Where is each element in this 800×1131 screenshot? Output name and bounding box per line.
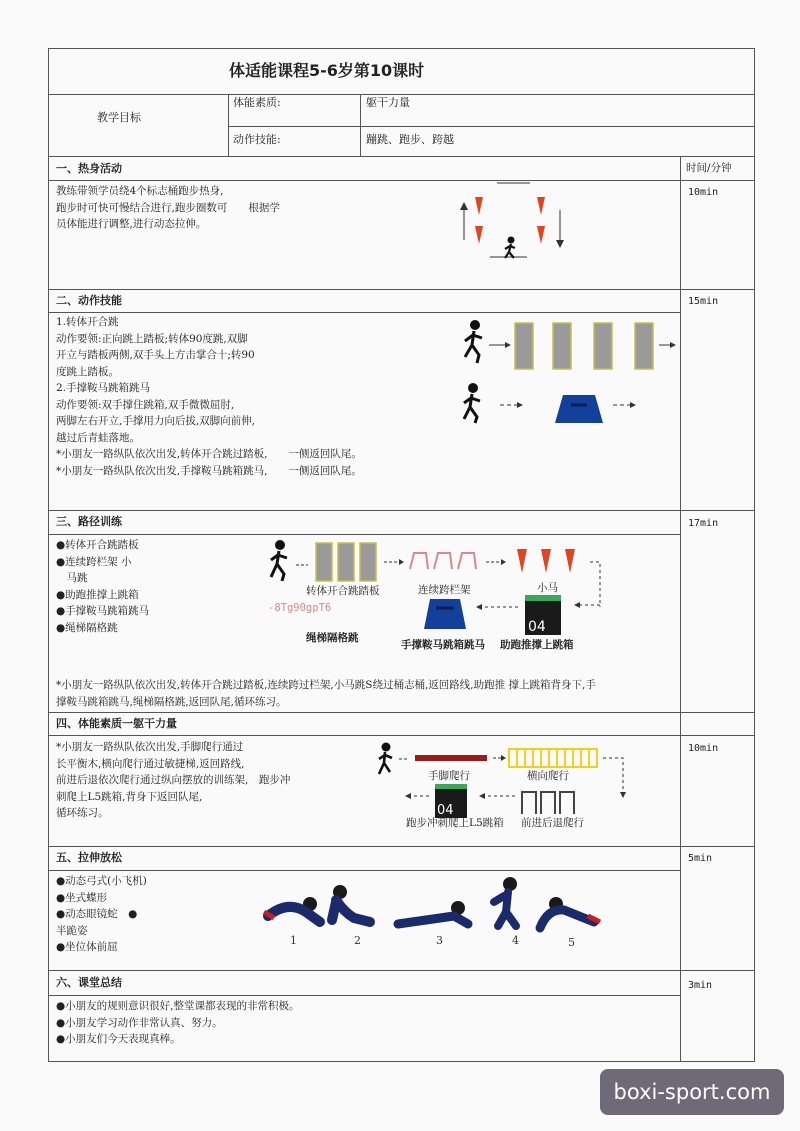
section-heading-stretch: 五、拉伸放松 (56, 851, 122, 864)
table-right-border (754, 48, 755, 1062)
list-item: ●动态弓式(小飞机) (56, 875, 147, 887)
table-rule (48, 312, 680, 313)
table-top-border (48, 48, 755, 49)
text-line: *小朋友一路纵队依次出发,转体开合跳过踏板, 一侧返回队尾。 (56, 448, 362, 460)
list-item: ●坐位体前屈 (56, 941, 118, 953)
cone-icon (475, 226, 483, 244)
jump-board-icon (553, 323, 571, 369)
table-rule (48, 970, 755, 971)
list-item: 半跪姿 (56, 924, 88, 937)
arrow-right-icon (501, 755, 506, 761)
arrow-right-icon (517, 402, 523, 408)
stretch-pose-icon (264, 897, 320, 922)
table-rule (228, 94, 229, 156)
arrow-right-icon (670, 342, 676, 348)
jump-board-icon (316, 543, 332, 581)
table-rule (48, 156, 755, 157)
path-line (603, 758, 623, 792)
vault-box-icon (424, 599, 466, 629)
section-heading-route: 三、路径训练 (56, 515, 122, 528)
route-list (56, 537, 149, 636)
section-heading-summary: 六、课堂总结 (56, 976, 122, 989)
jump-board-icon (594, 323, 612, 369)
runner-icon (465, 320, 482, 363)
arrow-left-icon (479, 793, 485, 799)
text-line: 越过后青蛙落地。 (56, 431, 140, 444)
section-time: 5min (688, 853, 713, 864)
section-time: 10min (688, 743, 719, 754)
runner-icon (464, 383, 480, 423)
list-item: ●助跑推撑上跳箱 (56, 588, 139, 601)
caption-vault: 手撑鞍马跳箱跳马 (401, 639, 485, 651)
cone-icon (537, 197, 545, 215)
jump-board-icon (635, 323, 653, 369)
list-item: ●坐式蝶形 (56, 891, 108, 904)
list-item: ●小朋友学习动作非常认真、努力。 (56, 1016, 223, 1029)
table-rule (48, 712, 755, 713)
caption-code: -8Tg90gpT6 (268, 602, 332, 614)
cone-icon (541, 549, 551, 573)
stretch-pose-icon (494, 877, 517, 926)
section-heading-skills: 二、动作技能 (56, 294, 122, 307)
jump-board-icon (338, 543, 354, 581)
figure-number: 4 (512, 934, 519, 947)
text-line: 动作要领:正向跳上踏板;转体90度跳,双脚 (56, 332, 248, 345)
section-time: 10min (688, 187, 719, 198)
skill-value: 蹦跳、跑步、跨越 (366, 133, 454, 146)
table-rule (48, 534, 680, 535)
caption-ladder: 绳梯隔格跳 (306, 632, 359, 644)
time-header: 时间/分钟 (686, 162, 732, 174)
text-line: 动作要领:双手撑住跳箱,双手微微屈肘, (56, 398, 235, 411)
push-box-top (435, 784, 467, 789)
text-line: 开立与踏板两侧,双手头上方击掌合十;转90 (56, 349, 255, 361)
section-time: 3min (688, 980, 713, 991)
section-heading-warmup: 一、热身活动 (56, 162, 122, 175)
text-line: 2.手撑鞍马跳箱跳马 (56, 382, 151, 394)
text-line: 前进后退依次爬行通过纵向摆放的训练架, 跑步冲 (56, 774, 291, 786)
stretch-list (56, 873, 147, 956)
arrow-down-icon (556, 240, 564, 248)
goal-label: 教学目标 (97, 111, 141, 124)
arrow-left-icon (405, 793, 411, 799)
text-line: 度跳上踏板。 (56, 365, 119, 378)
text-line: 撑鞍马跳箱跳马,绳梯隔格跳,返回队尾,循环练习。 (56, 695, 287, 708)
table-rule (360, 94, 361, 156)
arrow-right-icon (501, 559, 506, 565)
vault-box-icon (555, 395, 603, 423)
list-item: ●绳梯隔格跳 (56, 621, 118, 634)
route-note (56, 677, 596, 710)
stretch-pose-icon (398, 901, 468, 924)
text-line: 两脚左右开立,手撑用力向后拔,双脚向前伸, (56, 415, 256, 427)
list-item: ●转体开合跳踏板 (56, 539, 139, 551)
skill-label: 动作技能: (233, 133, 281, 146)
text-line: 循环练习。 (56, 807, 109, 819)
stretch-pose-icon (540, 897, 600, 928)
arrow-right-icon (630, 402, 636, 408)
box-number: 04 (528, 619, 546, 635)
table-bottom-border (48, 1061, 755, 1062)
list-item: ●小朋友的规则意识很好,整堂课都表现的非常积极。 (56, 1000, 300, 1012)
agility-ladder-icon (509, 749, 597, 767)
table-rule (48, 735, 755, 736)
table-rule (48, 995, 680, 996)
push-box-top (525, 595, 561, 601)
text-line: *小朋友一路纵队依次出发,手脚爬行通过 (56, 741, 244, 753)
caption-hurdles: 连续跨栏架 (418, 584, 471, 596)
caption-pony: 小马 (537, 582, 558, 594)
arrow-up-icon (460, 202, 468, 210)
list-item: 马跳 (56, 572, 88, 584)
arrow-left-icon (476, 604, 482, 610)
caption-back-crawl: 前进后退爬行 (521, 817, 584, 829)
box-number: 04 (437, 803, 454, 818)
runner-icon (271, 540, 287, 581)
section-time: 17min (688, 518, 719, 529)
figure-number: 3 (436, 934, 443, 947)
table-rule (48, 180, 755, 181)
table-rule (48, 510, 755, 511)
arrow-left-icon (574, 602, 580, 608)
caption-jump-board: 转体开合跳踏板 (306, 585, 380, 597)
balance-beam-icon (415, 755, 487, 761)
table-rule (48, 289, 755, 290)
caption-push-box: 助跑推撑上跳箱 (500, 639, 574, 651)
list-item: ●手撑鞍马跳箱跳马 (56, 605, 150, 617)
text-line: 1.转体开合跳 (56, 316, 119, 328)
skills-diagram (455, 315, 680, 430)
section-heading-core: 四、体能素质一躯干力量 (56, 717, 177, 730)
hurdles-icon (410, 553, 476, 569)
caption-side-crawl: 横向爬行 (527, 770, 569, 782)
text-line: 教练带领学员绕4个标志桶跑步热身, (56, 185, 224, 197)
fitness-label: 体能素质: (233, 96, 281, 109)
jump-board-icon (360, 543, 376, 581)
caption-run-box: 跑步冲刺爬上L5跳箱 (406, 817, 504, 829)
jump-board-icon (515, 323, 533, 369)
text-line: 跑步时可快可慢结合进行,跑步圈数可 根据学 (56, 201, 280, 214)
runner-icon (379, 743, 392, 775)
warmup-diagram (455, 180, 575, 262)
list-item: ●连续跨栏架 小 (56, 555, 132, 568)
table-rule (48, 870, 680, 871)
skills-text (56, 314, 362, 479)
text-line: *小朋友一路纵队依次出发,转体开合跳过踏板,连续跨过栏架,小马跳S绕过桶志桶,返回路线,助跑推 撑上跳箱背身下,手 (56, 679, 596, 691)
table-left-border (48, 48, 49, 1062)
stretch-pose-icon (332, 885, 370, 922)
text-line: 员体能进行调整,进行动态拉伸。 (56, 218, 207, 230)
stretch-illustration (258, 872, 608, 952)
fitness-value: 躯干力量 (366, 96, 410, 109)
arrow-right-icon (505, 342, 511, 348)
runner-icon (505, 237, 515, 259)
path-line (590, 562, 600, 607)
figure-number: 5 (568, 936, 575, 949)
warmup-text (56, 183, 280, 233)
caption-crawl: 手脚爬行 (428, 770, 470, 782)
core-diagram (375, 740, 635, 820)
arrow-down-icon (620, 792, 626, 798)
time-column-divider (680, 156, 681, 1062)
page-title: 体适能课程5-6岁第10课时 (229, 61, 425, 80)
arrow-right-icon (399, 559, 404, 565)
watermark: boxi-sport.com (600, 1069, 784, 1115)
text-line: 长平衡木,横向爬行通过敏捷梯,返回路线, (56, 757, 245, 770)
list-item: ●动态眼镜蛇 ● (56, 908, 138, 920)
summary-list (56, 998, 300, 1048)
training-frame-icon (522, 792, 574, 814)
table-rule (228, 126, 755, 127)
cone-icon (537, 226, 545, 244)
cone-icon (475, 197, 483, 215)
cone-icon (565, 549, 575, 573)
core-text (56, 739, 290, 822)
figure-number: 1 (290, 934, 297, 947)
figure-number: 2 (354, 934, 361, 947)
list-item: ●小朋友们今天表现真棒。 (56, 1033, 181, 1045)
cone-icon (517, 549, 527, 573)
text-line: *小朋友一路纵队依次出发,手撑鞍马跳箱跳马, 一侧返回队尾。 (56, 464, 362, 477)
text-line: 刺爬上L5跳箱,背身下返回队尾, (56, 790, 203, 803)
section-time: 15min (688, 296, 719, 307)
table-rule (48, 846, 755, 847)
